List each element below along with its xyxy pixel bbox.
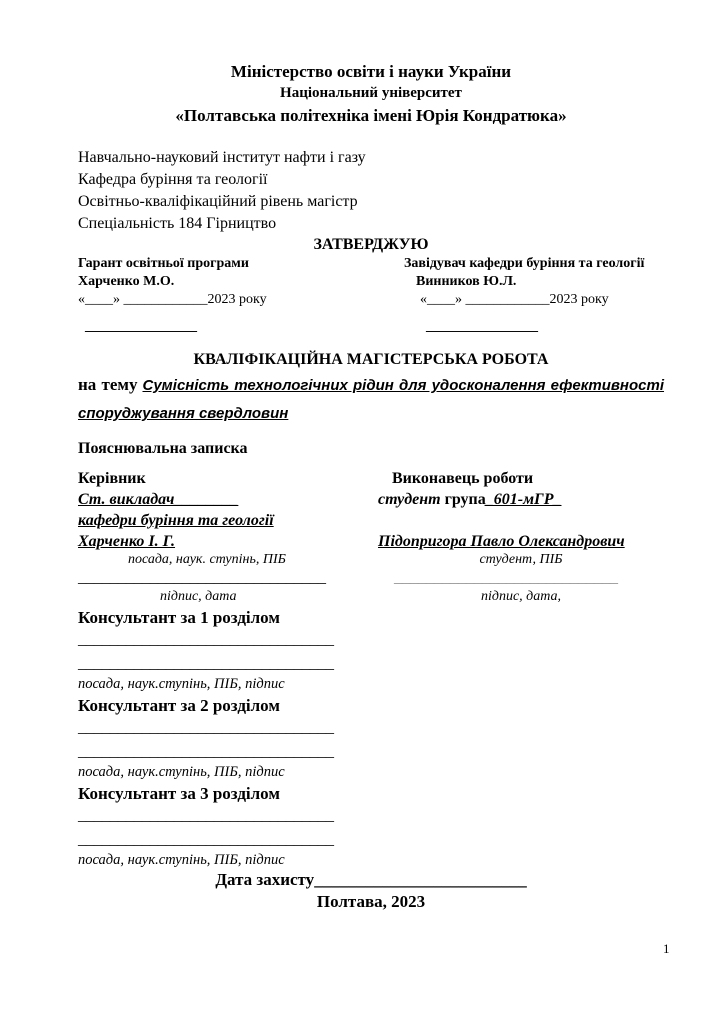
consultant-block-2 [78, 695, 664, 781]
head-signature-blank: ________________ [426, 319, 538, 334]
guarantor-role: Гарант освітньої програми [78, 256, 249, 271]
consultant-3-blank-line-2: ________________________________ [78, 831, 334, 848]
approval-right [404, 255, 664, 337]
executor-sign-caption: підпис, дата, [480, 589, 562, 604]
topic-text-part2: споруджування свердловин [78, 405, 289, 422]
ministry-title: Міністерство освіти і науки України [230, 62, 512, 81]
defense-date-label: Дата захисту [215, 870, 315, 889]
executor-column [378, 468, 664, 605]
education-level-line: Освітньо-кваліфікаційний рівень магістр [78, 193, 358, 210]
supervisor-signature-blank: _______________________________ [78, 569, 326, 586]
executor-name: Підопригора Павло Олександрович [378, 533, 625, 550]
consultant-block-1 [78, 607, 664, 693]
explanatory-note-label: Пояснювальна записка [78, 440, 248, 457]
head-name: Винников Ю.Л. [416, 274, 517, 289]
consultant-2-blank-line-1: ________________________________ [78, 719, 334, 736]
executor-student-line [378, 489, 664, 510]
executor-header: Виконавець роботи [392, 470, 534, 487]
page-number: 1 [663, 941, 670, 956]
consultant-1-blank-line-1: ________________________________ [78, 631, 334, 648]
executor-spacer [378, 510, 664, 531]
consultant-3-caption: посада, наук.ступінь, ПІБ, підпис [78, 852, 285, 868]
supervisor-sign-caption: підпис, дата [160, 589, 237, 604]
guarantor-name: Харченко М.О. [78, 274, 175, 289]
consultant-3-header: Консультант за 3 розділом [78, 784, 280, 803]
topic-line-1 [78, 371, 664, 400]
head-date-blank: «____» ____________2023 року [420, 292, 609, 307]
consultant-1-header: Консультант за 1 розділом [78, 608, 280, 627]
supervisor-position-line1: Ст. викладач________ [78, 491, 239, 508]
supervisor-column [78, 468, 378, 605]
consultant-3-blank-line-1: ________________________________ [78, 807, 334, 824]
consultant-block-3 [78, 783, 664, 869]
university-title: Національний університет [280, 85, 462, 101]
supervisor-name: Харченко І. Г. [78, 533, 176, 550]
group-label: група [444, 491, 486, 508]
consultant-2-header: Консультант за 2 розділом [78, 696, 280, 715]
institute-line: Навчально-науковий інститут нафти і газу [78, 149, 366, 166]
university-name: «Полтавська політехніка імені Юрія Кондратюка» [175, 106, 567, 125]
approve-label: ЗАТВЕРДЖУЮ [313, 236, 429, 253]
supervisor-caption: посада, наук. ступінь, ПІБ [128, 552, 286, 567]
city-year: Полтава, 2023 [316, 892, 426, 911]
guarantor-signature-blank: ________________ [85, 319, 197, 334]
defense-date-line [78, 869, 664, 891]
supervisor-position-line2: кафедри буріння та геології [78, 512, 274, 529]
topic-text-part1: Сумісність технологічних рідин для удосконалення ефективності [142, 377, 665, 394]
executor-caption: студент, ПІБ [479, 552, 563, 567]
topic-line-2 [78, 400, 664, 428]
group-value: _601-мГР_ [485, 491, 562, 508]
head-role: Завідувач кафедри буріння та геології [404, 256, 645, 271]
consultant-2-caption: посада, наук.ступінь, ПІБ, підпис [78, 764, 285, 780]
student-label: студент [378, 491, 441, 508]
approval-left [78, 255, 404, 337]
executor-signature-blank: ____________________________ [394, 569, 618, 586]
institute-block [78, 147, 664, 235]
department-line: Кафедра буріння та геології [78, 171, 268, 188]
consultant-1-blank-line-2: ________________________________ [78, 655, 334, 672]
approval-row [78, 255, 664, 337]
work-title: КВАЛІФІКАЦІЙНА МАГІСТЕРСЬКА РОБОТА [193, 351, 549, 368]
defense-date-blank: _________________________ [314, 870, 527, 889]
document-header [78, 60, 664, 127]
guarantor-date-blank: «____» ____________2023 року [78, 292, 267, 307]
topic-label: на тему [78, 375, 138, 394]
document-content [78, 60, 664, 913]
supervisor-header: Керівник [78, 470, 146, 487]
people-row [78, 468, 664, 605]
consultant-1-caption: посада, наук.ступінь, ПІБ, підпис [78, 676, 285, 692]
consultant-2-blank-line-2: ________________________________ [78, 743, 334, 760]
specialty-line: Спеціальність 184 Гірництво [78, 215, 277, 232]
